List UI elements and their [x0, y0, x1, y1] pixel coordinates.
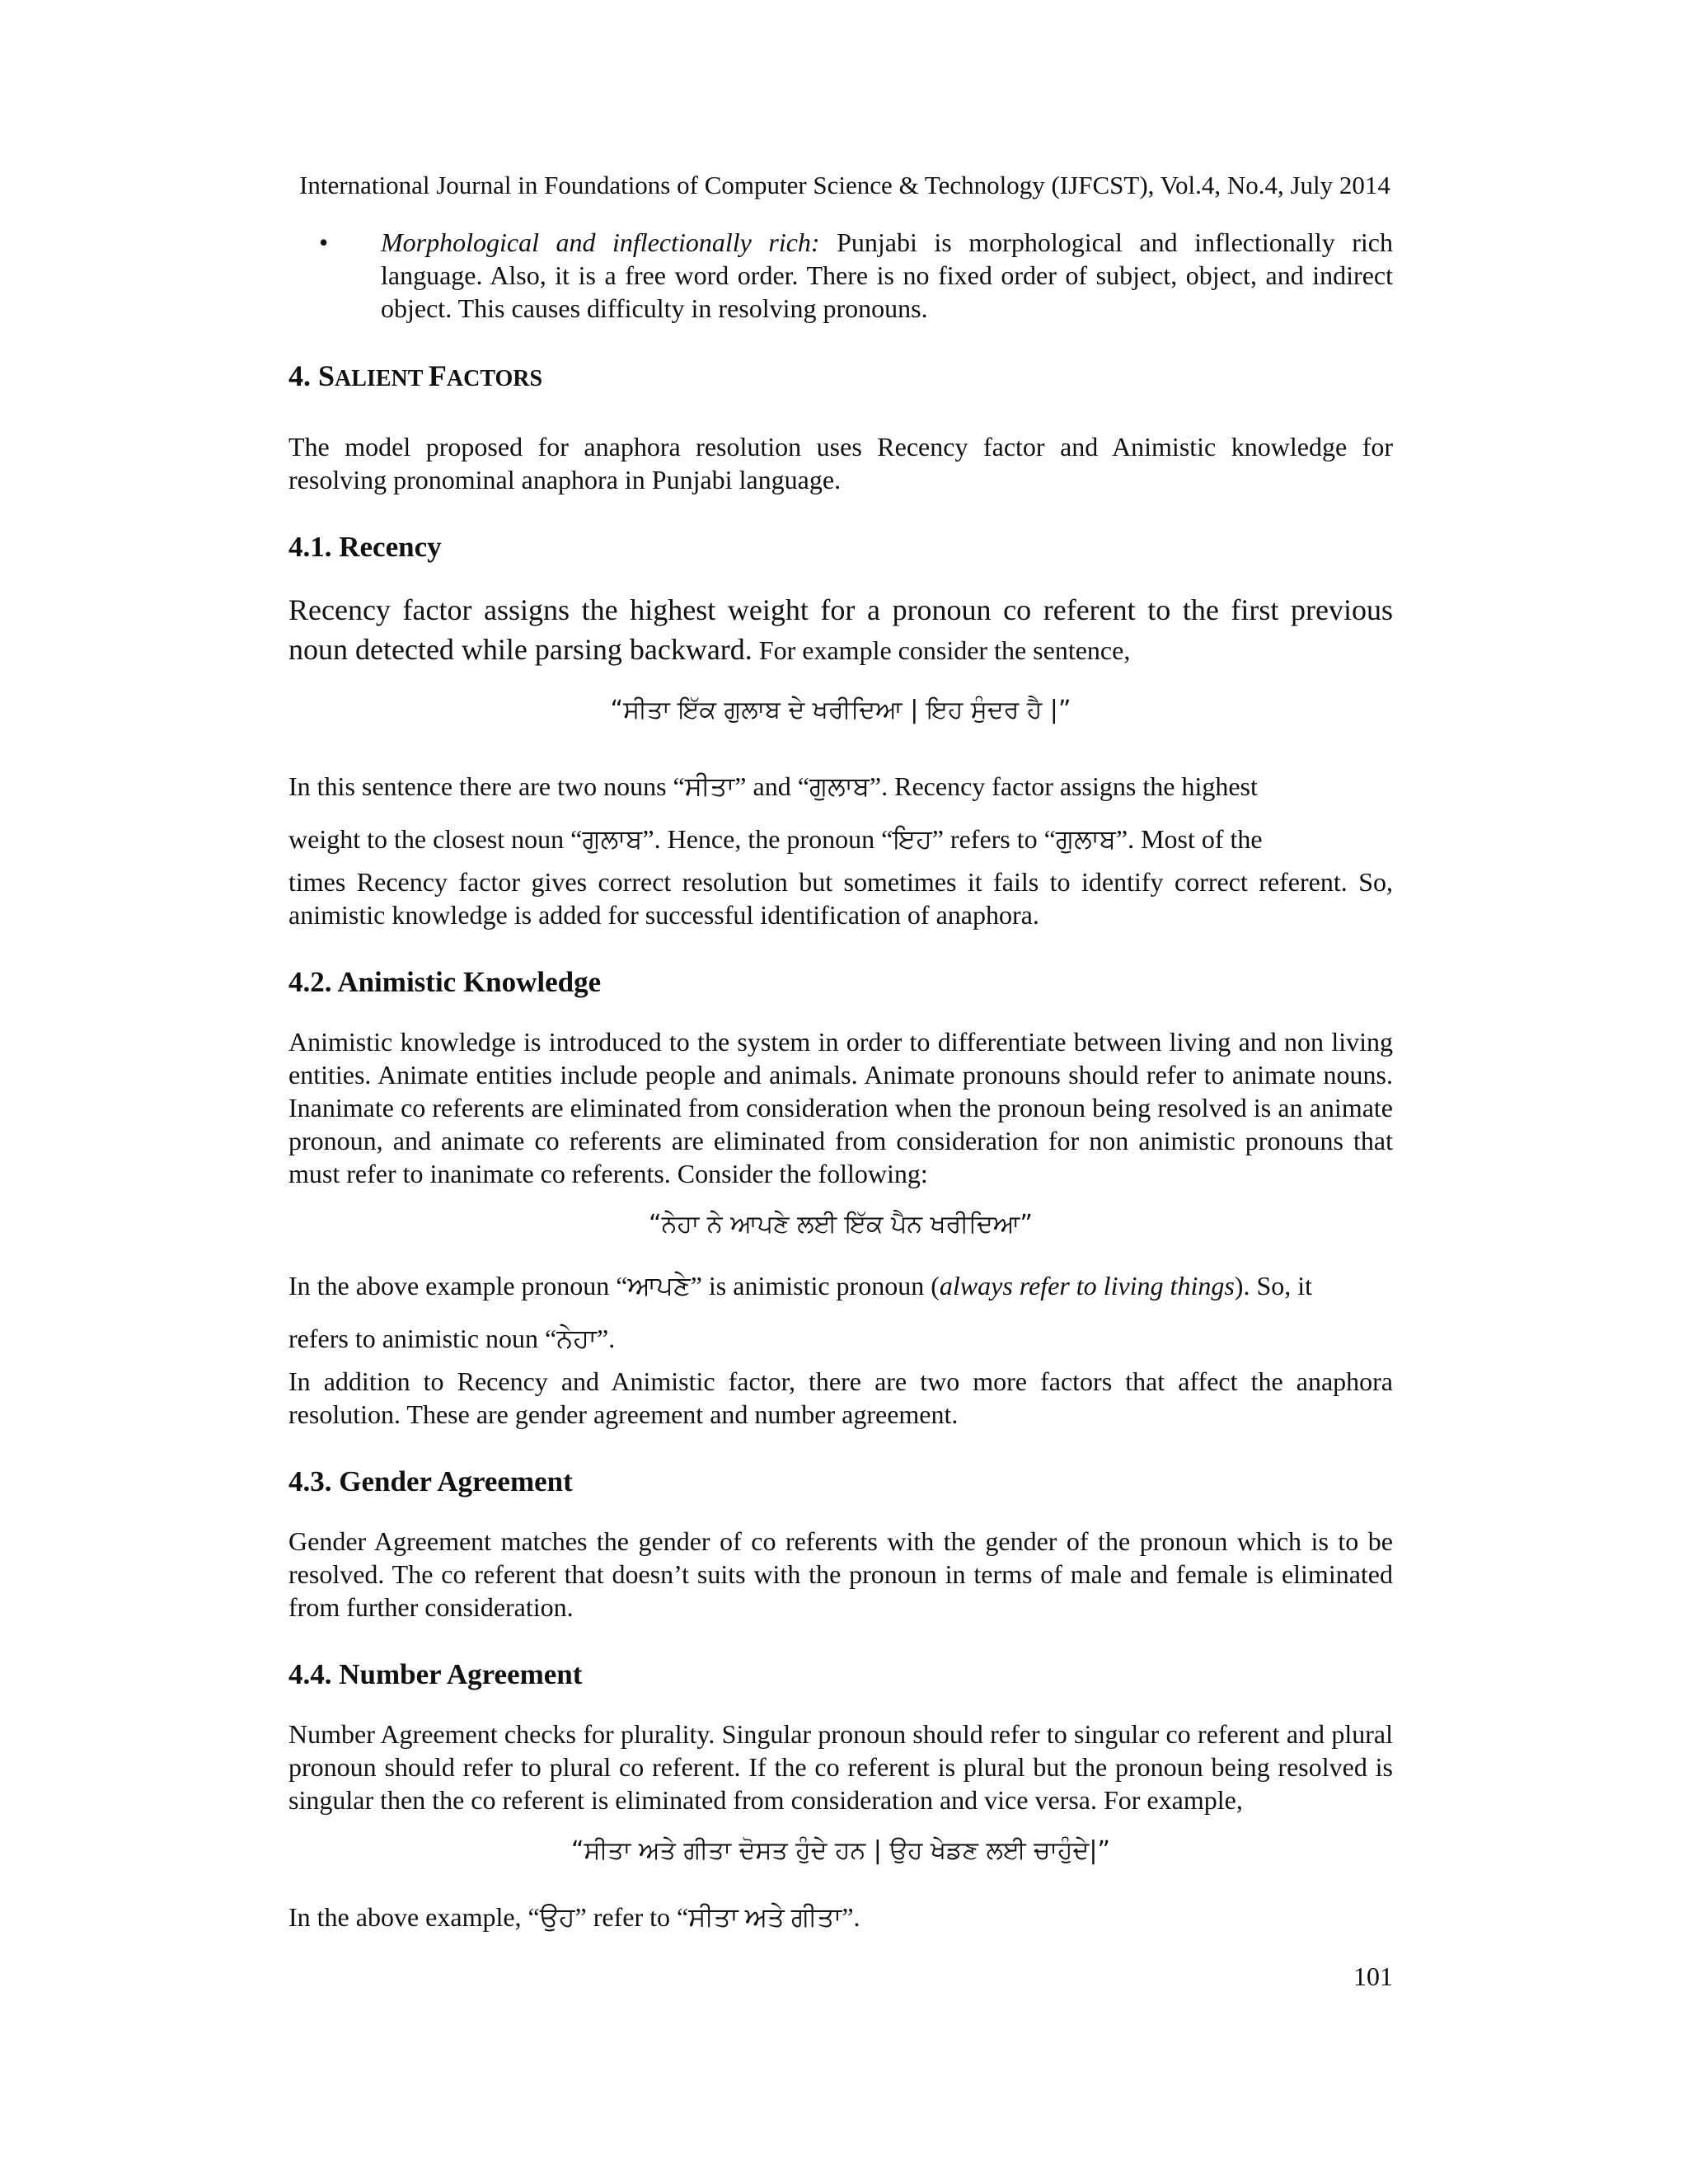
section-4-3-heading: 4.3. Gender Agreement — [288, 1465, 573, 1497]
section-4-4-heading: 4.4. Number Agreement — [288, 1658, 583, 1690]
animistic-paragraph-4: In addition to Recency and Animistic factor, there are two more factors that affect the anaphora resolution. These are gender agreement and number agreement. — [288, 1366, 1393, 1429]
bullet-lead: Morphological and inflectionally rich: — [381, 227, 820, 257]
punjabi-example-2: “ਨੇਹਾ ਨੇ ਆਪਣੇ ਲਈ ਇੱਕ ਪੈਨ ਖਰੀਦਿਆ” — [649, 1210, 1033, 1239]
recency-paragraph-2-line-2: weight to the closest noun “ਗੁਲਾਬ”. Hence, the pronoun “ਇਹ” refers to “ਗੁਲਾਬ”. Most of the — [288, 824, 1263, 854]
gender-paragraph: Gender Agreement matches the gender of co referents with the gender of the pronoun which is to be resolved. The co referent that doesn’t suits with the pronoun in terms of male and female is eliminated from further consideration. — [288, 1526, 1393, 1622]
punjabi-example-3: “ਸੀਤਾ ਅਤੇ ਗੀਤਾ ਦੋਸਤ ਹੁੰਦੇ ਹਨ | ਉਹ ਖੇਡਣ ਲਈ ਚਾਹੁੰਦੇ|” — [571, 1836, 1110, 1865]
number-paragraph-2: In the above example, “ਉਹ” refer to “ਸੀਤਾ ਅਤੇ ਗੀਤਾ”. — [288, 1902, 860, 1932]
page-number: 101 — [1353, 1961, 1393, 1991]
recency-paragraph-2-rest: times Recency factor gives correct resolution but sometimes it fails to identify correct referent. So, animistic knowledge is added for successful identification of anaphora. — [288, 867, 1393, 930]
punjabi-example-1: “ਸੀਤਾ ਇੱਕ ਗੁਲਾਬ ਦੇ ਖਰੀਦਿਆ | ਇਹ ਸੁੰਦਰ ਹੈ |” — [610, 696, 1071, 724]
section-4-intro: The model proposed for anaphora resolution uses Recency factor and Animistic knowledge for resolving pronominal anaphora in Punjabi language. — [288, 432, 1393, 494]
recency-paragraph-1: Recency factor assigns the highest weight for a pronoun co referent to the first previous noun detected while parsing backward. For example consider the sentence, — [288, 593, 1393, 666]
section-4-1-heading: 4.1. Recency — [288, 531, 442, 563]
recency-paragraph-2-line-1: In this sentence there are two nouns “ਸੀਤਾ” and “ਗੁਲਾਬ”. Recency factor assigns the highest — [288, 771, 1258, 801]
running-header: International Journal in Foundations of Computer Science & Technology (IJFCST), Vol.4, No.4, July 2014 — [299, 171, 1390, 199]
number-paragraph-1: Number Agreement checks for plurality. Singular pronoun should refer to singular co referent and plural pronoun should refer to plural co referent. If the co referent is plural but the pronoun being resolved is singular then the co referent is eliminated from consideration and vice versa. For example, — [288, 1719, 1393, 1815]
bullet-text: Punjabi is morphological and inflectionally rich language. Also, it is a free word order. There is no fixed order of subject, object, and indirect object. This causes difficulty in resolving pronouns. — [381, 227, 1394, 323]
bullet-list — [288, 226, 1393, 325]
bullet-icon: • — [319, 227, 329, 257]
animistic-paragraph-1: Animistic knowledge is introduced to the system in order to differentiate between living and non living entities. Animate entities include people and animals. Animate pronouns should refer to animate nouns. Inanimate co referents are eliminated from consideration when the pronoun being resolved is an animate pronoun, and animate co referents are eliminated from consideration for non animistic pronouns that must refer to inanimate co referents. Consider the following: — [288, 1027, 1393, 1188]
page-content — [288, 226, 1393, 1933]
animistic-paragraph-2: In the above example pronoun “ਆਪਣੇ” is animistic pronoun (always refer to living things). So, it — [288, 1271, 1313, 1301]
list-item — [288, 226, 1393, 325]
section-4-heading: 4. SALIENT FACTORS — [288, 359, 543, 392]
animistic-paragraph-3: refers to animistic noun “ਨੇਹਾ”. — [288, 1324, 616, 1353]
section-4-2-heading: 4.2. Animistic Knowledge — [288, 966, 602, 998]
